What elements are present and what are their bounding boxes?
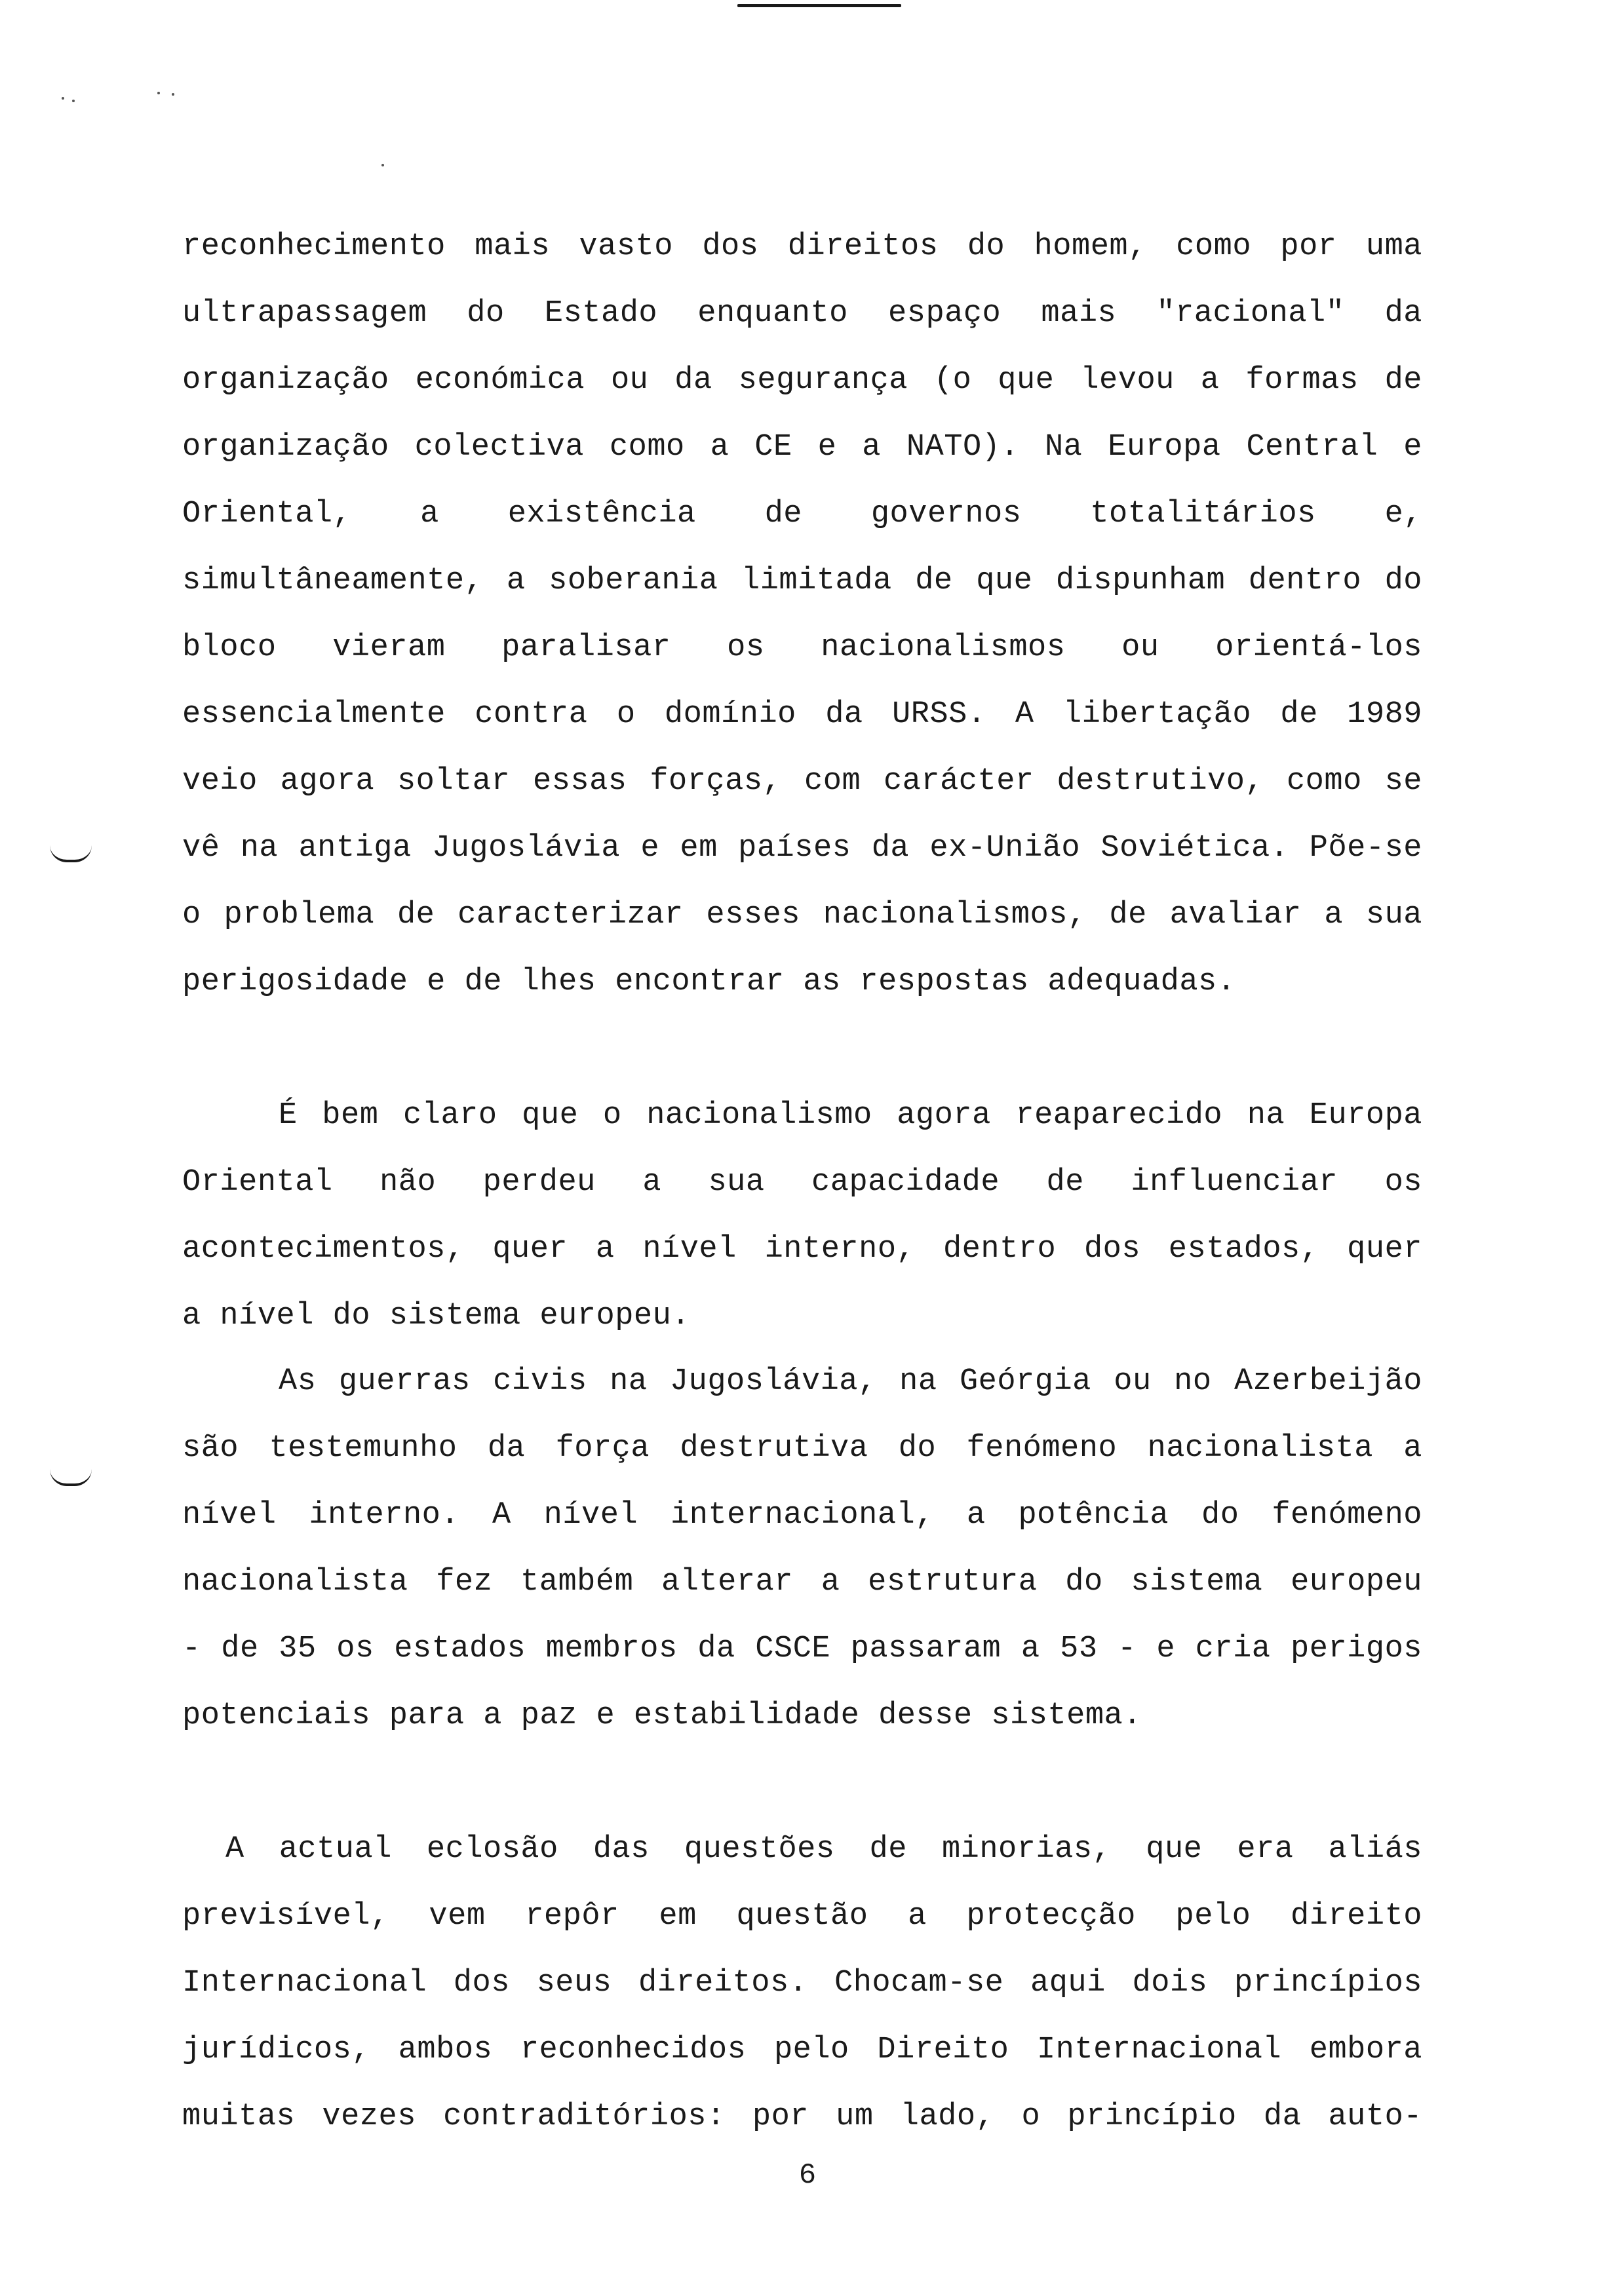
paragraph-4 xyxy=(182,1816,1422,2151)
text-line: Internacional dos seus direitos. Chocam-se aqui dois princípios xyxy=(182,1966,1422,2000)
scan-speck xyxy=(157,92,160,94)
text-line: organização económica ou da segurança (o que levou a formas de xyxy=(182,363,1422,398)
text-line: potenciais para a paz e estabilidade desse sistema. xyxy=(182,1698,1142,1733)
text-line: o problema de caracterizar esses nacionalismos, de avaliar a sua xyxy=(182,898,1422,932)
text-line: previsível, vem repôr em questão a protecção pelo direito xyxy=(182,1899,1422,1934)
top-rule xyxy=(737,4,901,7)
text-line: muitas vezes contraditórios: por um lado, o princípio da auto- xyxy=(182,2099,1422,2134)
text-line: acontecimentos, quer a nível interno, dentro dos estados, quer xyxy=(182,1232,1422,1267)
paragraph-1 xyxy=(182,214,1422,1016)
text-line: Oriental não perdeu a sua capacidade de influenciar os xyxy=(182,1165,1422,1200)
margin-mark xyxy=(50,1469,92,1486)
text-line: ultrapassagem do Estado enquanto espaço mais "racional" da xyxy=(182,296,1422,331)
text-line: É bem claro que o nacionalismo agora reaparecido na Europa xyxy=(279,1098,1422,1133)
text-line: a nível do sistema europeu. xyxy=(182,1299,691,1333)
scan-speck xyxy=(381,164,384,166)
scan-speck xyxy=(62,97,64,100)
text-line: são testemunho da força destrutiva do fenómeno nacionalista a xyxy=(182,1431,1422,1466)
text-line: Oriental, a existência de governos totalitários e, xyxy=(182,497,1422,531)
text-line: A actual eclosão das questões de minorias, que era aliás xyxy=(225,1832,1422,1867)
text-line: As guerras civis na Jugoslávia, na Geórgia ou no Azerbeijão xyxy=(279,1364,1422,1399)
text-line: organização colectiva como a CE e a NATO). Na Europa Central e xyxy=(182,430,1422,465)
page-number: 6 xyxy=(798,2159,817,2192)
text-line: essencialmente contra o domínio da URSS. A libertação de 1989 xyxy=(182,697,1422,732)
text-line: perigosidade e de lhes encontrar as respostas adequadas. xyxy=(182,965,1236,999)
paragraph-3 xyxy=(182,1349,1422,1750)
text-line: jurídicos, ambos reconhecidos pelo Direito Internacional embora xyxy=(182,2033,1422,2067)
text-line: - de 35 os estados membros da CSCE passaram a 53 - e cria perigos xyxy=(182,1632,1422,1666)
text-line: nível interno. A nível internacional, a potência do fenómeno xyxy=(182,1498,1422,1533)
paragraph-2 xyxy=(182,1082,1422,1350)
scan-speck xyxy=(72,100,75,102)
text-line: vê na antiga Jugoslávia e em países da ex-União Soviética. Põe-se xyxy=(182,831,1422,866)
scan-speck xyxy=(172,93,174,96)
margin-mark xyxy=(50,845,92,862)
text-line: bloco vieram paralisar os nacionalismos ou orientá-los xyxy=(182,630,1422,665)
text-line: veio agora soltar essas forças, com carácter destrutivo, como se xyxy=(182,764,1422,799)
text-line: nacionalista fez também alterar a estrutura do sistema europeu xyxy=(182,1565,1422,1599)
text-line: simultâneamente, a soberania limitada de que dispunham dentro do xyxy=(182,564,1422,598)
text-line: reconhecimento mais vasto dos direitos do homem, como por uma xyxy=(182,229,1422,264)
